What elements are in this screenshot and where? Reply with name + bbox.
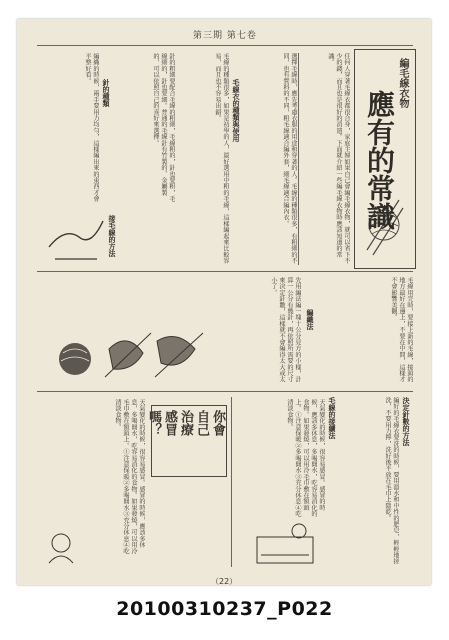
archive-id-caption: 20100310237_P022 — [116, 598, 333, 620]
question-line-1: 你會 — [210, 410, 225, 436]
question-line-2: 自己 — [194, 410, 209, 436]
needle-illustration-icon — [45, 207, 107, 267]
text-column-1: 任何人穿著毛線衣都很合身，家庭主婦如果自己會編毛線衣物，就可以省下不少的錢，而且也是很好的消遣。下面就介紹一些編毛線衣物時應該知道的常識。 — [327, 53, 350, 264]
scanned-page — [17, 19, 431, 585]
lower-rule — [37, 391, 413, 392]
section-heading-pattern: 編織法 — [306, 309, 315, 330]
question-line-3: 治療 — [178, 410, 193, 436]
text-column-7: 先用編法編一塊十公分見方的小樣，計算一公分有幾針，再依照所需要的尺寸來決定針數，這樣就不會編得太大或太小了。 — [270, 277, 301, 383]
health-question-box — [146, 405, 227, 477]
section-heading-needle: 針的種類 — [102, 79, 111, 107]
section-heading-yarn-type: 毛線衣的種類與使用 — [232, 79, 241, 142]
article-title: 應有的常識 — [363, 90, 396, 230]
text-column-2: 選擇毛線時，應先考慮衣服的用途和穿著的人。毛線的種類很多，有粗細的不同，也有質料的不同，粗毛線適合編外套，細毛線適合編內衣。 — [282, 53, 297, 264]
health-text-right: 天氣變化的時候，很容易感冒。感冒的時候，應該多休息，多喝開水，吃容易消化的食物。如果發燒，可以用冷毛巾敷在額頭上。①注意保暖②多喝開水③充分休息④吃清淡食物。 — [286, 399, 325, 517]
health-text-left: 天氣變化的時候，很容易感冒。感冒的時候，應該多休息，多喝開水，吃容易消化的食物。如果發燒，可以用冷毛巾敷在額頭上。①注意保暖②多喝開水③充分休息④吃清淡食物。 — [114, 399, 145, 554]
column-divider — [298, 53, 299, 265]
header-rule — [37, 45, 413, 46]
section-heading-joint: 接毛線的方法 — [108, 215, 117, 257]
health-box-divider — [231, 397, 232, 567]
middle-rule — [37, 271, 413, 272]
running-header: 第三期 第七卷 — [193, 31, 257, 41]
hands-knitting-illustration-icon — [47, 319, 207, 389]
cold-illustration-icon — [253, 519, 319, 567]
question-line-4: 感冒 — [162, 410, 177, 436]
text-column-4: 針的粗細要配合毛線的粗細，毛線粗的，針也要粗，毛線細的，針也要細。普通的毛線針有竹製的、金屬製的，可以依照自己的喜好來選擇。 — [152, 53, 175, 202]
text-column-5: 編織的時候，兩手要用力均勻，這樣編出來的東西才會平整好看。 — [84, 53, 99, 202]
child-illustration-icon — [43, 531, 79, 565]
section-heading-yarn-joint: 毛線的接續法 — [328, 397, 337, 439]
text-column-6: 毛線用完時，要接上新的毛線，接頭的地方最好在邊上，不要在中間，這樣才不會影響美觀。 — [390, 277, 413, 383]
text-column-3: 毛線的種類很多，如果是初學的人，最好選用中粗的毛線，這樣編起來比較容易，而且也不容易出錯。 — [214, 53, 229, 264]
text-column-8: 編好的毛線衣要洗的時候，要用溫水和中性的肥皂，輕輕地搓洗，不要用力擰，洗好後平放在毛巾上陰乾。 — [384, 397, 399, 565]
article-title-box — [354, 49, 416, 269]
section-heading-needle-count: 決定針數的方法 — [402, 397, 411, 446]
question-line-5: 嗎？ — [146, 410, 161, 436]
page-number: （22） — [211, 577, 238, 586]
article-subtitle: 編毛線衣物 — [397, 58, 408, 108]
